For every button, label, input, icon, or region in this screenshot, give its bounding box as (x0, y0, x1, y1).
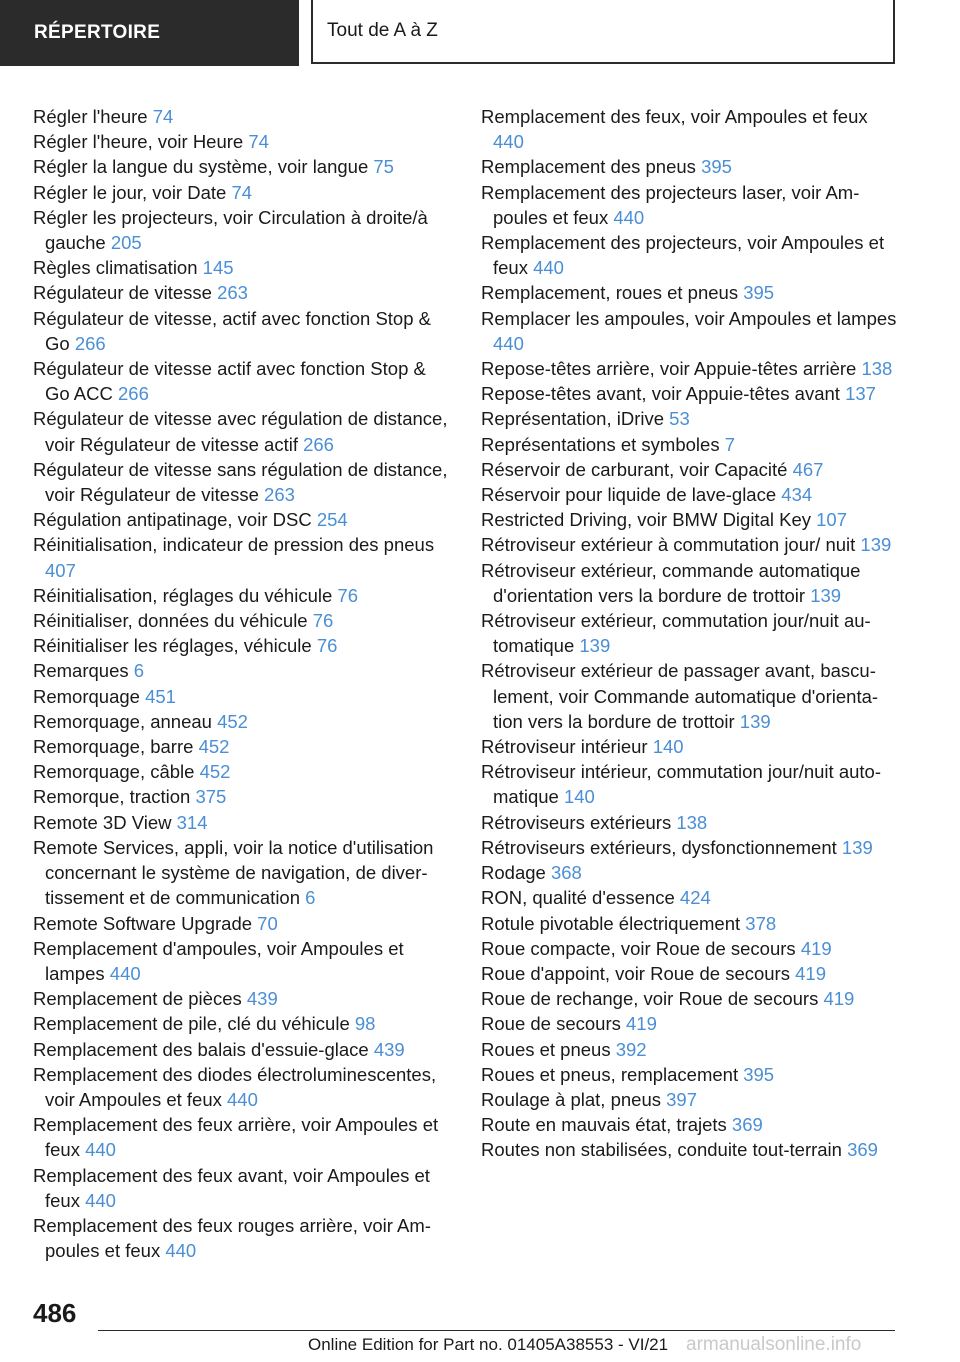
index-entry-text: Rétroviseur extérieur, commande automatique d'orientation vers la bordure de trottoir (481, 559, 861, 606)
page-link[interactable]: 139 (739, 710, 771, 732)
index-entry-text: Remplacement des balais d'essuie-glace (33, 1038, 369, 1060)
index-entry-text: Rétroviseur extérieur, commutation jour/nuit automatique (481, 610, 871, 657)
index-entry (33, 658, 453, 683)
index-entry (33, 583, 453, 608)
page-link[interactable]: 440 (85, 1189, 116, 1211)
index-entry-text: Règles climatisation (33, 257, 198, 279)
index-entry (481, 1037, 901, 1062)
page-link[interactable]: 440 (85, 1139, 116, 1161)
index-entry-text: Roue d'appoint, voir Roue de secours (481, 962, 790, 984)
index-entry-text: Rétroviseur intérieur, commutation jour/nuit automatique (481, 761, 882, 808)
index-entry (481, 860, 901, 885)
page-link[interactable]: 375 (195, 786, 227, 808)
page-header (0, 0, 960, 66)
page-link[interactable]: 76 (312, 610, 334, 632)
index-entry-text: Routes non stabilisées, conduite tout-terrain (481, 1139, 842, 1161)
index-entry-text: Remarques (33, 660, 129, 682)
index-entry (33, 306, 453, 356)
index-entry (33, 1037, 453, 1062)
index-entry-text: Repose-têtes avant, voir Appuie-têtes avant (481, 383, 840, 405)
page-link[interactable]: 266 (118, 383, 149, 405)
edition-footer: Online Edition for Part no. 01405A38553 - VI/21 (308, 1335, 669, 1354)
index-entry-text: Régler l'heure (33, 106, 148, 127)
index-entry (33, 684, 453, 709)
index-entry-text: Régler le jour, voir Date (33, 181, 227, 203)
index-entry (481, 759, 901, 809)
page-link[interactable]: 369 (847, 1139, 878, 1161)
index-entry (33, 936, 453, 986)
page-link[interactable]: 138 (861, 358, 893, 380)
page-link[interactable]: 452 (217, 710, 248, 732)
page-link[interactable]: 263 (264, 484, 295, 506)
page-link[interactable]: 440 (493, 131, 524, 153)
index-entry (33, 608, 453, 633)
index-entry-text: Réinitialisation, réglages du véhicule (33, 584, 333, 606)
page-link[interactable]: 138 (676, 811, 708, 833)
index-entry (481, 1011, 901, 1036)
index-column-right (481, 104, 901, 1163)
index-entry-text: Remplacement, roues et pneus (481, 282, 739, 304)
index-entry-text: Régulateur de vitesse sans régulation de distance, voir Régulateur de vitesse (33, 458, 448, 506)
index-entry-text: Régulation antipatinage, voir DSC (33, 509, 312, 531)
index-entry (33, 406, 453, 456)
page-link[interactable]: 467 (792, 458, 824, 480)
page-link[interactable]: 139 (860, 534, 892, 556)
subsection-title: Tout de A à Z (327, 20, 438, 41)
index-entry-text: Remplacement des feux, voir Ampoules et feux (481, 106, 868, 127)
index-entry-text: RON, qualité d'essence (481, 887, 675, 909)
index-entry (481, 961, 901, 986)
page-link[interactable]: 440 (493, 332, 524, 354)
index-entry-text: Réinitialiser les réglages, véhicule (33, 635, 312, 657)
index-entry (481, 986, 901, 1011)
index-entry (481, 154, 901, 179)
index-entry (33, 1163, 453, 1213)
section-title: RÉPERTOIRE (34, 22, 161, 43)
page-link[interactable]: 440 (165, 1240, 197, 1262)
index-entry (481, 306, 901, 356)
index-entry (481, 1087, 901, 1112)
index-entry (33, 1011, 453, 1036)
index-entry-text: Roues et pneus, remplacement (481, 1063, 739, 1085)
page-link[interactable]: 378 (745, 912, 777, 934)
index-entry (481, 104, 901, 154)
index-entry-text: Remplacement des diodes électroluminescentes, voir Ampoules et feux (33, 1063, 437, 1110)
index-entry (33, 1062, 453, 1112)
index-entry (481, 608, 901, 658)
index-entry (33, 104, 453, 129)
index-entry (481, 356, 901, 381)
page-link[interactable]: 419 (823, 988, 855, 1010)
page-link[interactable]: 395 (743, 282, 775, 304)
index-entry-text: Repose-têtes arrière, voir Appuie-têtes arrière (481, 358, 857, 380)
index-entry-text: Rodage (481, 862, 546, 884)
page-link[interactable]: 407 (45, 559, 76, 581)
index-entry (481, 532, 901, 557)
page-link[interactable]: 139 (841, 836, 873, 858)
index-entry-text: Remorquage, câble (33, 761, 195, 783)
index-entry (481, 810, 901, 835)
page-link[interactable]: 6 (305, 887, 316, 909)
index-entry (33, 180, 453, 205)
index-column-left (33, 104, 453, 1263)
page-link[interactable]: 140 (652, 736, 684, 758)
page-link[interactable]: 452 (198, 736, 230, 758)
index-entry (33, 784, 453, 809)
index-entry (481, 658, 901, 734)
index-entry (481, 406, 901, 431)
watermark: armanualsonline.info (686, 1334, 862, 1355)
index-entry (481, 381, 901, 406)
index-entry-text: Remplacement des feux avant, voir Ampoules et feux (33, 1164, 430, 1211)
index-entry-text: Réservoir de carburant, voir Capacité (481, 458, 788, 480)
index-entry (33, 633, 453, 658)
index-entry-text: Rotule pivotable électriquement (481, 912, 741, 934)
index-entry (481, 1137, 901, 1162)
index-entry-text: Régler la langue du système, voir langue (33, 156, 369, 178)
index-entry (33, 532, 453, 582)
index-entry-text: Remplacement de pile, clé du véhicule (33, 1013, 350, 1035)
index-entry-text: Roues et pneus (481, 1038, 611, 1060)
page-link[interactable]: 137 (845, 383, 876, 405)
index-entry-text: Réservoir pour liquide de lave-glace (481, 484, 777, 506)
index-entry-text: Remplacement des feux rouges arrière, voir Ampoules et feux (33, 1214, 431, 1262)
page-link[interactable]: 397 (666, 1088, 698, 1110)
page-link[interactable]: 139 (810, 584, 842, 606)
index-entry-text: Régler l'heure, voir Heure (33, 131, 244, 153)
index-entry (481, 1112, 901, 1137)
index-entry (481, 457, 901, 482)
index-entry-text: Rétroviseurs extérieurs (481, 811, 672, 833)
index-entry (33, 255, 453, 280)
index-entry (481, 507, 901, 532)
index-entry (33, 759, 453, 784)
page-link[interactable]: 76 (316, 635, 338, 657)
index-entry-text: Remplacer les ampoules, voir Ampoules et lampes (481, 307, 897, 329)
page-link[interactable]: 53 (669, 408, 690, 430)
index-entry (33, 280, 453, 305)
page-link[interactable]: 395 (743, 1063, 775, 1085)
page-link[interactable]: 254 (316, 509, 348, 531)
index-entry-text: Régulateur de vitesse actif avec fonction Stop & Go ACC (33, 358, 426, 405)
index-entry-text: Roue de secours (481, 1013, 621, 1035)
index-entry-text: Régler les projecteurs, voir Circulation à droite/à gauche (33, 206, 428, 254)
page-link[interactable]: 451 (145, 685, 176, 707)
page-link[interactable]: 74 (152, 106, 174, 127)
page-link[interactable]: 440 (227, 1088, 258, 1110)
page-link[interactable]: 98 (354, 1013, 376, 1035)
index-entry-text: Rétroviseur extérieur à commutation jour/ nuit (481, 534, 856, 556)
index-entry-text: Réinitialisation, indicateur de pression des pneus (33, 534, 435, 556)
index-entry (33, 709, 453, 734)
index-entry (33, 835, 453, 911)
page-link[interactable]: 419 (626, 1013, 657, 1035)
index-entry-text: Remplacement de pièces (33, 988, 242, 1010)
page-link[interactable]: 368 (550, 862, 582, 884)
page-link[interactable]: 419 (800, 937, 832, 959)
index-entry (481, 230, 901, 280)
page-link[interactable]: 440 (533, 257, 564, 279)
index-entry (481, 280, 901, 305)
subsection-tab (311, 0, 895, 64)
index-entry (33, 507, 453, 532)
page-link[interactable]: 6 (133, 660, 145, 682)
index-entry (33, 356, 453, 406)
index-entry (481, 558, 901, 608)
index-entry-text: Régulateur de vitesse avec régulation de distance, voir Régulateur de vitesse actif (33, 408, 448, 455)
page-link[interactable]: 266 (303, 433, 334, 455)
index-entry-text: Régulateur de vitesse (33, 282, 212, 304)
index-entry-text: Régulateur de vitesse, actif avec fonction Stop & Go (33, 307, 431, 354)
page-link[interactable]: 392 (615, 1038, 647, 1060)
page-link[interactable]: 74 (231, 181, 253, 203)
index-entry-text: Remplacement des projecteurs laser, voir Ampoules et feux (481, 181, 860, 228)
index-entry (481, 936, 901, 961)
index-entry-text: Remorquage, anneau (33, 710, 212, 732)
index-entry-text: Remorquage (33, 685, 140, 707)
index-entry-text: Roue compacte, voir Roue de secours (481, 937, 796, 959)
page-link[interactable]: 263 (217, 282, 248, 304)
page-link[interactable]: 74 (248, 131, 269, 153)
page-link[interactable]: 76 (337, 584, 358, 606)
index-entry-text: Réinitialiser, données du véhicule (33, 610, 308, 632)
index-entry-text: Remplacement d'ampoules, voir Ampoules et lampes (33, 937, 404, 984)
page-link[interactable]: 70 (257, 912, 278, 934)
page-link[interactable]: 75 (373, 156, 394, 178)
page-number: 486 (33, 1298, 77, 1328)
index-entry-text: Remote 3D View (33, 811, 172, 833)
index-entry (33, 810, 453, 835)
index-entry (33, 1213, 453, 1263)
index-entry (481, 734, 901, 759)
page-link[interactable]: 266 (74, 332, 106, 354)
page-link[interactable]: 452 (199, 761, 231, 783)
page-link[interactable]: 440 (613, 206, 645, 228)
index-entry-text: Remorque, traction (33, 786, 191, 808)
index-entry (481, 885, 901, 910)
index-entry-text: Remplacement des feux arrière, voir Ampoules et feux (33, 1114, 439, 1161)
page-link[interactable]: 395 (701, 156, 732, 178)
index-entry (33, 1112, 453, 1162)
index-entry-text: Représentations et symboles (481, 433, 720, 455)
index-entry (481, 482, 901, 507)
page-link[interactable]: 424 (679, 887, 711, 909)
index-entry-text: Remplacement des projecteurs, voir Ampoules et feux (481, 232, 885, 279)
index-entry (481, 911, 901, 936)
index-entry-text: Rétroviseurs extérieurs, dysfonctionnement (481, 836, 837, 858)
section-tab (0, 0, 299, 66)
index-entry (481, 180, 901, 230)
index-entry-text: Rétroviseur intérieur (481, 736, 648, 758)
page-link[interactable]: 7 (724, 433, 736, 455)
index-entry-text: Roulage à plat, pneus (481, 1088, 661, 1110)
page-link[interactable]: 369 (731, 1114, 763, 1136)
page-link[interactable]: 434 (781, 484, 813, 506)
footer-divider (98, 1330, 895, 1331)
page-link[interactable]: 205 (110, 232, 142, 254)
page-link[interactable]: 440 (109, 962, 141, 984)
page-link[interactable]: 139 (579, 635, 611, 657)
index-entry-text: Représentation, iDrive (481, 408, 665, 430)
index-entry-text: Roue de rechange, voir Roue de secours (481, 988, 819, 1010)
index-entry-text: Rétroviseur extérieur de passager avant, basculement, voir Commande automatique d'orientation vers la bordure de trottoir (481, 660, 879, 732)
index-entry-text: Remorquage, barre (33, 736, 194, 758)
index-entry (481, 835, 901, 860)
index-entry (481, 1062, 901, 1087)
page-link[interactable]: 439 (246, 988, 278, 1010)
index-entry (33, 129, 453, 154)
index-entry-text: Remote Services, appli, voir la notice d'utilisation concernant le système de navigation, de divertissement et de communication (33, 836, 434, 909)
index-entry (33, 734, 453, 759)
index-entry (33, 457, 453, 507)
page-link[interactable]: 145 (202, 257, 234, 279)
index-entry-text: Restricted Driving, voir BMW Digital Key (481, 509, 811, 531)
index-entry-text: Remote Software Upgrade (33, 912, 253, 934)
page-link[interactable]: 314 (176, 811, 208, 833)
index-entry (33, 154, 453, 179)
index-entry-text: Route en mauvais état, trajets (481, 1114, 727, 1136)
index-entry (33, 911, 453, 936)
index-entry (33, 205, 453, 255)
index-entry (33, 986, 453, 1011)
page-link[interactable]: 439 (373, 1038, 405, 1060)
index-entry (481, 432, 901, 457)
page-link[interactable]: 107 (816, 509, 848, 531)
page-link[interactable]: 419 (795, 962, 826, 984)
page-link[interactable]: 140 (563, 786, 595, 808)
index-entry-text: Remplacement des pneus (481, 156, 696, 178)
